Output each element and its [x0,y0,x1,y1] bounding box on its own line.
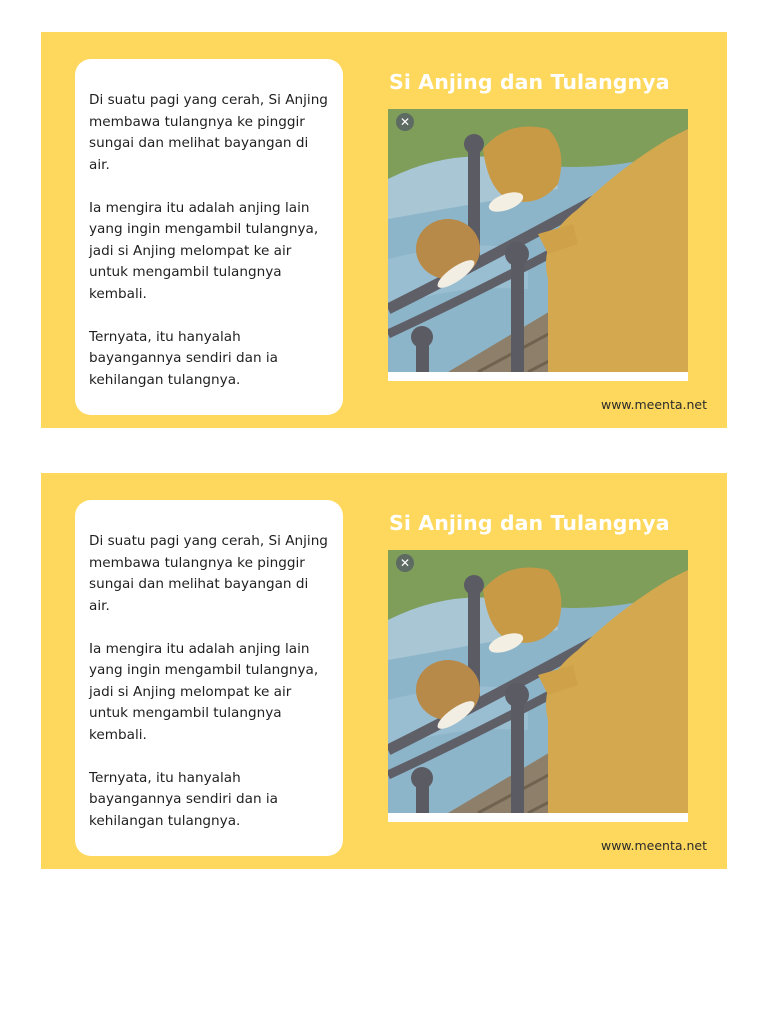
story-text-box [75,500,343,856]
dog-illustration [388,109,688,372]
story-paragraph-2: Ia mengira itu adalah anjing lain yang ingin mengambil tulangnya, jadi si Anjing melompat ke air untuk mengambil tulangnya kembali. [89,640,319,743]
story-card-2 [41,473,727,869]
story-title: Si Anjing dan Tulangnya [389,70,670,94]
story-paragraph-3: Ternyata, itu hanyalah bayangannya sendiri dan ia kehilangan tulangnya. [89,769,278,829]
website-label: www.meenta.net [600,397,707,412]
image-underline [388,372,688,381]
story-paragraph-1: Di suatu pagi yang cerah, Si Anjing membawa tulangnya ke pinggir sungai dan melihat bayangan di air. [89,92,328,173]
close-icon[interactable]: ✕ [396,554,414,572]
story-paragraph-3: Ternyata, itu hanyalah bayangannya sendiri dan ia kehilangan tulangnya. [89,328,278,388]
story-paragraph-2: Ia mengira itu adalah anjing lain yang ingin mengambil tulangnya, jadi si Anjing melompat ke air untuk mengambil tulangnya kembali. [89,199,319,302]
image-underline [388,813,688,822]
story-paragraph-1: Di suatu pagi yang cerah, Si Anjing membawa tulangnya ke pinggir sungai dan melihat bayangan di air. [89,533,328,614]
website-label: www.meenta.net [600,838,707,853]
close-icon[interactable]: ✕ [396,113,414,131]
story-title: Si Anjing dan Tulangnya [389,511,670,535]
story-card-1 [41,32,727,428]
story-text-box [75,59,343,415]
dog-illustration [388,550,688,813]
